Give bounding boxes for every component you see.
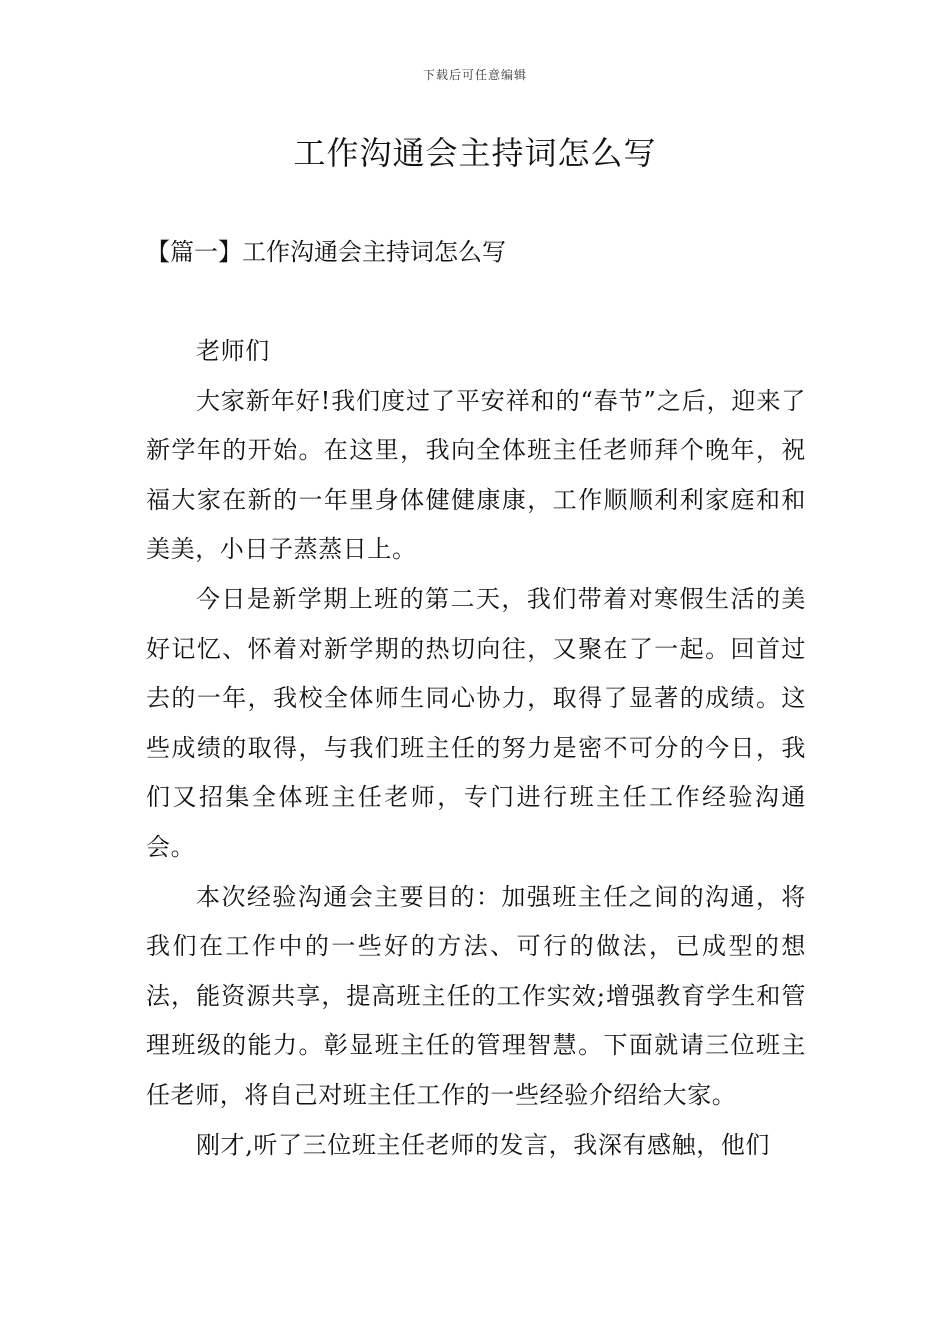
section-heading: 【篇一】工作沟通会主持词怎么写: [146, 238, 506, 266]
document-title: 工作沟通会主持词怎么写: [293, 134, 657, 172]
paragraph: 大家新年好!我们度过了平安祥和的“春节”之后，迎来了新学年的开始。在这里，我向全体班主任老师拜个晚年，祝福大家在新的一年里身体健健康康，工作顺顺利利家庭和和美美，小日子蒸蒸日上。: [146, 386, 806, 564]
paragraph: 本次经验沟通会主要目的：加强班主任之间的沟通，将我们在工作中的一些好的方法、可行的做法，已成型的想法，能资源共享，提高班主任的工作实效;增强教育学生和管理班级的能力。彰显班主任的管理智慧。下面就请三位班主任老师，将自己对班主任工作的一些经验介绍给大家。: [146, 882, 806, 1109]
paragraph-salutation: 老师们: [196, 337, 270, 365]
document-body: [146, 327, 806, 1170]
header-note: 下载后可任意编辑: [422, 68, 527, 82]
paragraph: 今日是新学期上班的第二天，我们带着对寒假生活的美好记忆、怀着对新学期的热切向往，又聚在了一起。回首过去的一年，我校全体师生同心协力，取得了显著的成绩。这些成绩的取得，与我们班主任的努力是密不可分的今日，我们又招集全体班主任老师，专门进行班主任工作经验沟通会。: [146, 584, 806, 861]
paragraph: 刚才,听了三位班主任老师的发言，我深有感触，他们: [196, 1130, 771, 1159]
